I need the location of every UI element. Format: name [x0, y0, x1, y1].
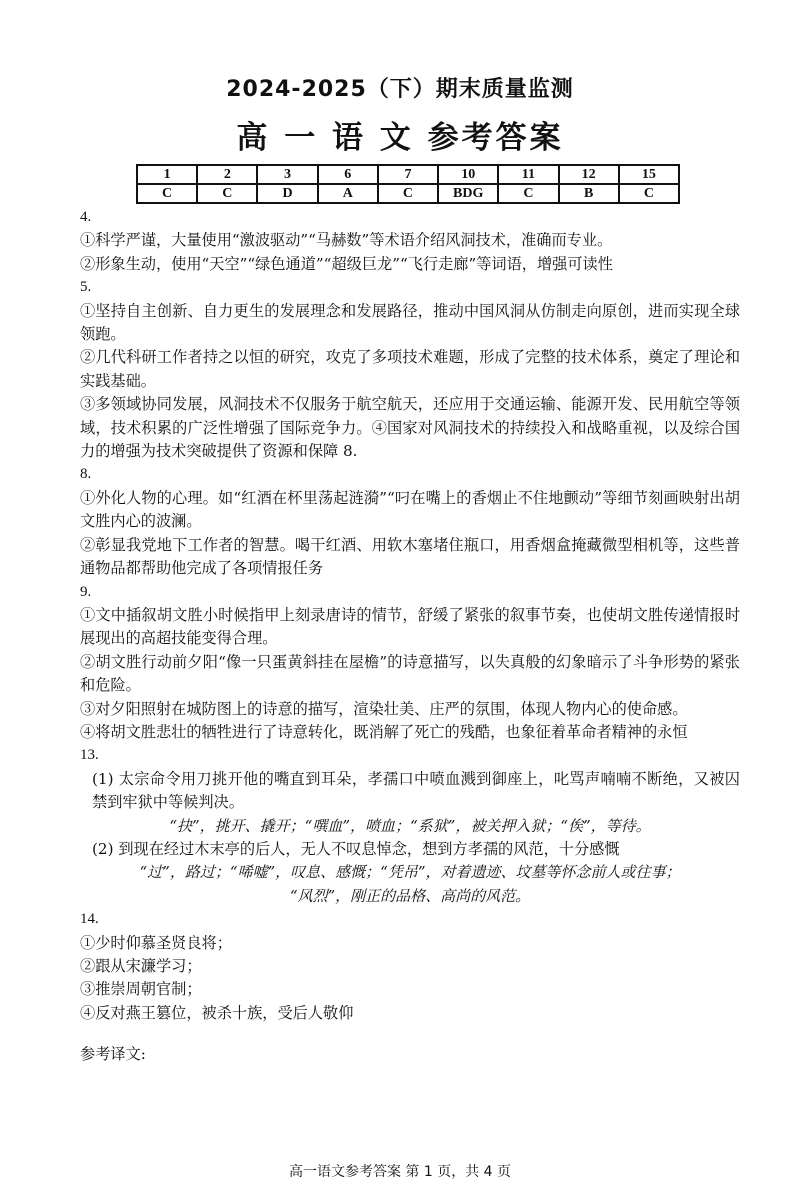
question-13-notes-1: “抉”，挑开、撬开；“噀血”，喷血；“系狱”，被关押入狱；“俟”，等待。	[169, 816, 651, 835]
spacer	[80, 1025, 740, 1043]
answer-cell: BDG	[438, 184, 498, 203]
question-number-cell: 7	[378, 165, 438, 184]
question-14-line: ④反对燕王篡位，被杀十族，受后人敬仰	[80, 1003, 354, 1022]
question-8-number: 8.	[80, 466, 92, 483]
question-14-line: ①少时仰慕圣贤良将；	[80, 933, 232, 952]
answer-cell: C	[619, 184, 679, 203]
answer-cell: C	[197, 184, 257, 203]
question-5-number: 5.	[80, 279, 92, 296]
answer-cell: B	[559, 184, 619, 203]
translation-label: 参考译文:	[80, 1045, 146, 1064]
question-4-line: ①科学严谨，大量使用“激波驱动”“马赫数”等术语介绍风洞技术，准确而专业。	[80, 231, 613, 250]
question-14-line: ③推崇周朝官制；	[80, 980, 202, 999]
answer-table-question-row	[137, 165, 679, 184]
question-13-translation-1: (1) 太宗命令用刀挑开他的嘴直到耳朵，孝孺口中喷血溅到御座上，叱骂声喃喃不断绝，又被囚禁到牢狱中等候判决。	[92, 769, 740, 812]
question-8-paragraph: ①外化人物的心理。如“红酒在杯里荡起涟漪”“叼在嘴上的香烟止不住地颤动”等细节刻画映射出胡文胜内心的波澜。	[80, 488, 740, 531]
question-number-cell: 11	[498, 165, 558, 184]
answer-cell: C	[498, 184, 558, 203]
answer-cell: D	[257, 184, 317, 203]
answer-cell: A	[318, 184, 378, 203]
question-5-paragraph: ③多领域协同发展，风洞技术不仅服务于航空航天，还应用于交通运输、能源开发、民用航空等领域，技术积累的广泛性增强了国际竞争力。④国家对风洞技术的持续投入和战略重视，以及综合国力的增强为技术突破提供了资源和保障 8.	[80, 395, 740, 461]
question-14-line: ②跟从宋濂学习；	[80, 957, 202, 975]
answer-table	[136, 164, 680, 204]
question-number-cell: 10	[438, 165, 498, 184]
question-13-notes-2a: “过”，路过；“唏嘘”，叹息、感慨；“凭吊”，对着遗迹、坟墓等怀念前人或往事；	[139, 863, 681, 882]
answer-table-answer-row	[137, 184, 679, 203]
answer-content	[80, 206, 740, 1067]
question-4-line: ②形象生动，使用“天空”“绿色通道”“超级巨龙”“飞行走廊”等词语，增强可读性	[80, 254, 613, 273]
question-13-number: 13.	[80, 747, 99, 764]
page-footer: 高一语文参考答案 第 1 页，共 4 页	[288, 1164, 512, 1180]
question-13-notes-2b: “风烈”，刚正的品格、高尚的风范。	[289, 886, 531, 905]
question-5-paragraph: ①坚持自主创新、自力更生的发展理念和发展路径，推动中国风洞从仿制走向原创，进而实现全球领跑。	[80, 301, 740, 344]
document-title: 高 一 语 文 参考答案	[236, 120, 564, 156]
answer-cell: C	[378, 184, 438, 203]
question-number-cell: 1	[137, 165, 197, 184]
question-number-cell: 2	[197, 165, 257, 184]
question-number-cell: 3	[257, 165, 317, 184]
answer-cell: C	[137, 184, 197, 203]
question-4-number: 4.	[80, 209, 92, 225]
exam-title: 2024-2025（下）期末质量监测	[226, 77, 574, 102]
question-9-paragraph: ④将胡文胜悲壮的牺牲进行了诗意转化，既消解了死亡的残酷，也象征着革命者精神的永恒	[80, 722, 688, 741]
question-8-paragraph: ②彰显我党地下工作者的智慧。喝干红酒、用软木塞堵住瓶口，用香烟盒掩藏微型相机等，这些普通物品都帮助他完成了各项情报任务	[80, 535, 740, 578]
question-9-paragraph: ③对夕阳照射在城防图上的诗意的描写，渲染壮美、庄严的氛围，体现人物内心的使命感。	[80, 699, 688, 718]
question-9-number: 9.	[80, 583, 92, 600]
question-9-paragraph: ②胡文胜行动前夕阳“像一只蛋黄斜挂在屋檐”的诗意描写，以失真般的幻象暗示了斗争形势的紧张和危险。	[80, 652, 740, 695]
question-number-cell: 12	[559, 165, 619, 184]
question-5-paragraph: ②几代科研工作者持之以恒的研究，攻克了多项技术难题，形成了完整的技术体系，奠定了理论和实践基础。	[80, 348, 740, 390]
question-number-cell: 6	[318, 165, 378, 184]
question-number-cell: 15	[619, 165, 679, 184]
question-9-paragraph: ①文中插叙胡文胜小时候指甲上刻录唐诗的情节，舒缓了紧张的叙事节奏，也使胡文胜传递情报时展现出的高超技能变得合理。	[80, 605, 740, 648]
question-14-number: 14.	[80, 911, 99, 928]
question-13-translation-2: (2) 到现在经过木末亭的后人，无人不叹息悼念，想到方孝孺的风范，十分感慨	[92, 839, 620, 858]
